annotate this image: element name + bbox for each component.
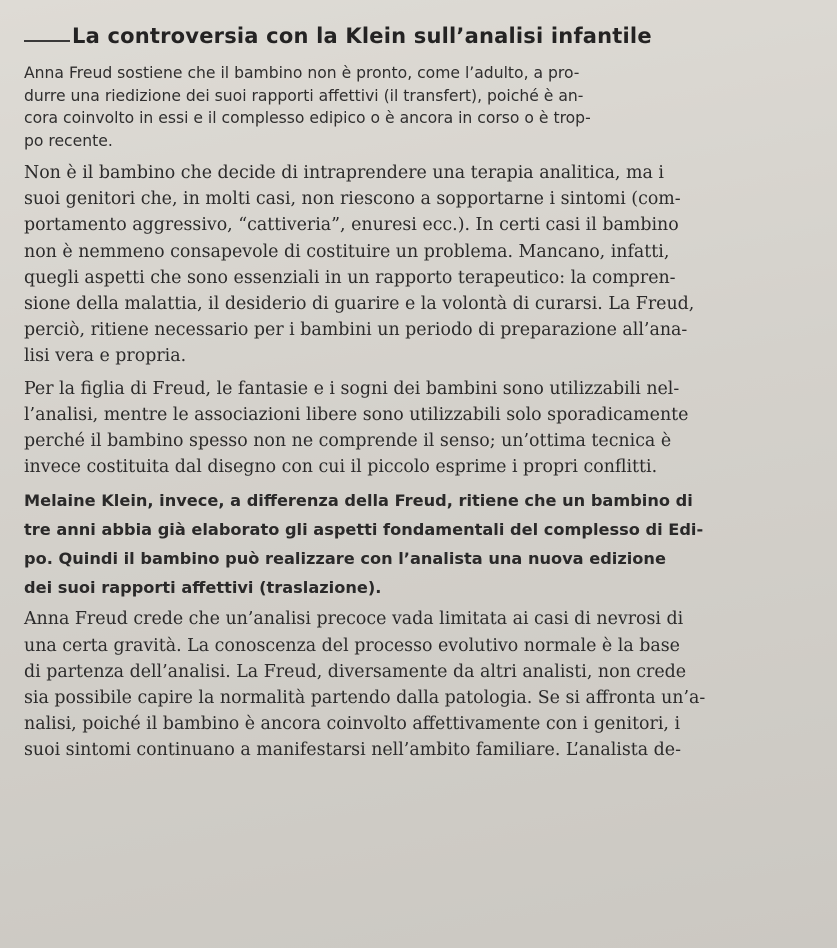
text-line: dei suoi rapporti affettivi (traslazione). [24, 578, 382, 598]
body-text [24, 62, 809, 764]
text-line: invece costituita dal disegno con cui il piccolo esprime i propri conflitti. [24, 457, 658, 478]
text-line: po recente. [24, 131, 113, 150]
text-line: sione della malattia, il desiderio di guarire e la volontà di curarsi. La Freud, [24, 294, 695, 315]
text-line: po. Quindi il bambino può realizzare con l’analista una nuova edizione [24, 549, 666, 569]
paragraph-3 [24, 376, 809, 481]
paragraph-2 [24, 160, 809, 370]
heading-rule [24, 40, 70, 42]
page-title: La controversia con la Klein sull’analisi infantile [72, 24, 652, 48]
text-line: una certa gravità. La conoscenza del processo evolutivo normale è la base [24, 635, 680, 656]
text-line: perché il bambino spesso non ne comprende il senso; un’ottima tecnica è [24, 431, 672, 452]
text-line: perciò, ritiene necessario per i bambini un periodo di preparazione all’ana- [24, 320, 688, 341]
text-line: portamento aggressivo, “cattiveria”, enuresi ecc.). In certi casi il bambino [24, 215, 679, 236]
paragraph-5 [24, 606, 809, 763]
text-line: Anna Freud crede che un’analisi precoce vada limitata ai casi di nevrosi di [24, 609, 684, 630]
text-line: suoi sintomi continuano a manifestarsi nell’ambito familiare. L’analista de- [24, 740, 681, 761]
paragraph-4 [24, 486, 809, 602]
text-line: durre una riedizione dei suoi rapporti affettivi (il transfert), poiché è an- [24, 86, 584, 105]
text-line: sia possibile capire la normalità partendo dalla patologia. Se si affronta un’a- [24, 688, 706, 709]
text-line: tre anni abbia già elaborato gli aspetti fondamentali del complesso di Edi- [24, 520, 704, 540]
text-line: non è nemmeno consapevole di costituire un problema. Mancano, infatti, [24, 241, 670, 262]
text-line: nalisi, poiché il bambino è ancora coinvolto affettivamente con i genitori, i [24, 714, 681, 735]
paragraph-1 [24, 62, 809, 152]
text-line: l’analisi, mentre le associazioni libere sono utilizzabili solo sporadicamente [24, 404, 689, 425]
text-line: cora coinvolto in essi e il complesso edipico o è ancora in corso o è trop- [24, 109, 591, 127]
text-line: Melaine Klein, invece, a differenza della Freud, ritiene che un bambino di [24, 491, 693, 511]
text-line: lisi vera e propria. [24, 346, 187, 367]
heading-row [24, 10, 809, 48]
text-line: suoi genitori che, in molti casi, non riescono a sopportarne i sintomi (com- [24, 189, 681, 210]
text-line: Non è il bambino che decide di intraprendere una terapia analitica, ma i [24, 163, 664, 183]
text-line: di partenza dell’analisi. La Freud, diversamente da altri analisti, non crede [24, 661, 687, 682]
text-line: Per la figlia di Freud, le fantasie e i sogni dei bambini sono utilizzabili nel- [24, 378, 680, 399]
text-line: quegli aspetti che sono essenziali in un rapporto terapeutico: la compren- [24, 267, 676, 288]
text-line: Anna Freud sostiene che il bambino non è pronto, come l’adulto, a pro- [24, 64, 580, 82]
